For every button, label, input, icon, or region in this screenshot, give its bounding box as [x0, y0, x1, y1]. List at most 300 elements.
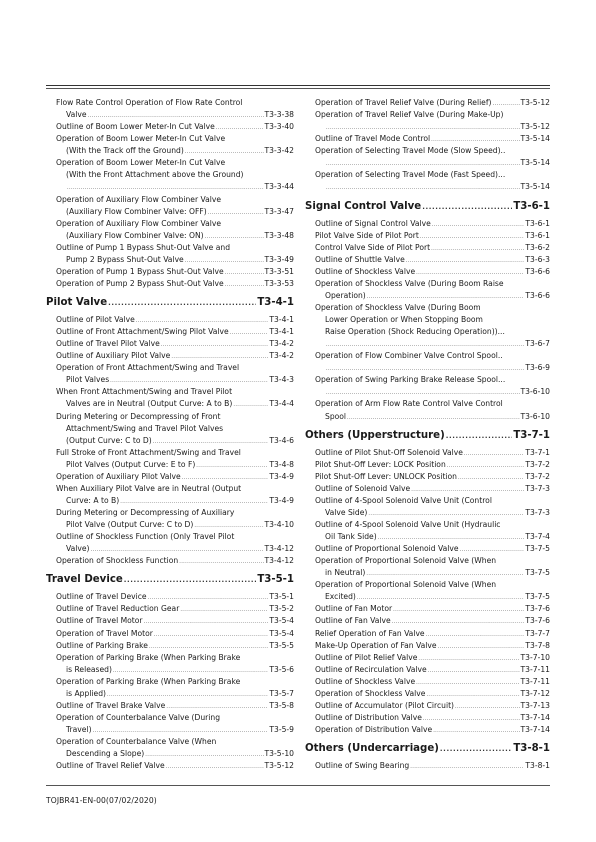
entry-final-line: [46, 471, 294, 483]
toc-entry[interactable]: [46, 591, 294, 603]
entry-page-number: T3-4-12: [264, 556, 294, 566]
entry-page-number: T3-3-51: [264, 266, 294, 276]
toc-right-column: [305, 97, 550, 772]
entry-final-line: [305, 483, 550, 495]
entry-page-number: T3-7-6: [525, 616, 550, 626]
toc-entry[interactable]: [305, 579, 550, 603]
entry-final-line: [305, 543, 550, 555]
toc-entry[interactable]: [46, 242, 294, 266]
dot-leader: [411, 484, 524, 495]
entry-page-number: T3-6-10: [520, 387, 550, 397]
entry-final-line: [305, 218, 550, 230]
dot-leader: [233, 399, 268, 410]
toc-entry[interactable]: [46, 350, 294, 362]
entry-text: Operation of Travel Relief Valve (During Relief): [315, 98, 492, 107]
entry-text: Outline of Signal Control Valve: [315, 218, 431, 228]
toc-entry[interactable]: [305, 133, 550, 145]
dot-leader: [326, 387, 520, 398]
entry-final-line: [305, 531, 550, 543]
entry-page-number: T3-4-1: [269, 315, 294, 324]
entry-text: Outline of Shockless Valve: [315, 266, 416, 276]
toc-entry[interactable]: [305, 447, 550, 459]
entry-page-number: T3-7-3: [525, 507, 550, 517]
toc-entry[interactable]: [46, 507, 294, 531]
toc-entry[interactable]: [305, 688, 550, 700]
dot-leader: [326, 182, 520, 193]
toc-entry[interactable]: [46, 386, 294, 410]
entry-text: (With the Track off the Ground): [66, 146, 184, 156]
dot-leader: [326, 122, 520, 133]
entry-text: Outline of Travel Mode Control: [315, 134, 431, 144]
dot-leader: [431, 243, 524, 254]
entry-text: (Auxiliary Flow Combiner Valve: ON): [66, 230, 204, 240]
entry-final-line: [46, 603, 294, 615]
entry-text-line: Operation of Swing Parking Brake Release Spool...: [315, 375, 506, 385]
entry-page-number: T3-4-8: [269, 459, 294, 469]
entry-page-number: T3-7-6: [525, 604, 550, 614]
entry-final-line: [46, 338, 294, 350]
entry-final-line: [305, 338, 550, 350]
entry-final-line: [46, 519, 294, 531]
entry-page-number: T3-7-11: [520, 676, 550, 686]
dot-leader: [347, 412, 520, 423]
dot-leader: [432, 219, 525, 230]
entry-page-number: T3-3-48: [264, 230, 294, 240]
entry-text: Outline of Accumulator (Pilot Circuit): [315, 700, 455, 710]
entry-page-number: T3-7-13: [520, 700, 550, 710]
entry-final-line: [46, 640, 294, 652]
dot-leader: [368, 508, 524, 519]
entry-page-number: T3-6-6: [525, 266, 550, 276]
entry-final-line: [305, 459, 550, 471]
entry-final-line: [305, 157, 550, 169]
entry-page-number: T3-4-9: [269, 495, 294, 505]
entry-text-line: Operation of Arm Flow Rate Control Valve Control: [315, 399, 503, 409]
entry-text: Pilot Valve (Output Curve: C to D): [66, 520, 194, 530]
entry-page-number: T3-3-38: [264, 110, 294, 120]
entry-page-number: T3-5-9: [269, 725, 294, 734]
toc-entry[interactable]: [46, 700, 294, 712]
dot-leader: [367, 291, 525, 302]
toc-entry[interactable]: [46, 121, 294, 133]
toc-entry[interactable]: [305, 278, 550, 302]
entry-final-line: [46, 326, 294, 338]
toc-entry[interactable]: [46, 97, 294, 121]
document-code: TOJBR41-EN-00(07/02/2020): [46, 796, 157, 805]
entry-page-number: T3-3-42: [264, 146, 294, 156]
toc-entry[interactable]: [46, 603, 294, 615]
toc-section-heading[interactable]: [46, 571, 294, 588]
entry-final-line: [46, 181, 294, 193]
toc-entry[interactable]: [305, 652, 550, 664]
entry-text: Outline of Travel Relief Valve: [56, 761, 165, 771]
entry-final-line: [305, 386, 550, 398]
entry-page-number: T3-6-6: [525, 290, 550, 300]
dot-leader: [166, 761, 264, 772]
toc-entry[interactable]: [305, 302, 550, 350]
entry-text: Outline of Boom Lower Meter-In Cut Valve: [56, 122, 215, 132]
toc-entry[interactable]: [305, 266, 550, 278]
entry-text-line: Operation of Travel Relief Valve (During Make-Up): [315, 110, 504, 120]
dot-leader: [423, 713, 520, 724]
entry-page-number: T3-7-11: [520, 664, 550, 674]
entry-final-line: [46, 591, 294, 603]
entry-page-number: T3-7-3: [525, 483, 550, 493]
entry-final-line: [305, 507, 550, 519]
entry-page-number: T3-4-2: [269, 351, 294, 361]
entry-text: Pilot Shut-Off Lever: LOCK Position: [315, 459, 446, 469]
toc-entry[interactable]: [305, 483, 550, 495]
toc-entry[interactable]: [46, 338, 294, 350]
toc-entry[interactable]: [305, 109, 550, 133]
section-title: Others (Undercarriage): [305, 743, 439, 755]
entry-page-number: T3-5-5: [269, 640, 294, 650]
entry-text: Operation): [325, 290, 366, 300]
toc-section-heading[interactable]: [305, 198, 550, 215]
entry-text: Outline of Solenoid Valve: [315, 483, 411, 493]
entry-page-number: T3-7-2: [525, 459, 550, 469]
entry-text: Travel): [66, 725, 92, 734]
entry-text: Operation of Shockless Function: [56, 556, 179, 566]
toc-entry[interactable]: [305, 459, 550, 471]
entry-page-number: T3-6-3: [525, 254, 550, 264]
entry-text: Outline of Fan Valve: [315, 616, 391, 626]
toc-entry[interactable]: [305, 519, 550, 543]
entry-final-line: [305, 411, 550, 423]
entry-text: Operation of Travel Motor: [56, 628, 153, 638]
dot-leader: [366, 568, 524, 579]
entry-page-number: T3-4-2: [269, 339, 294, 349]
entry-text: Pilot Shut-Off Lever: UNLOCK Position: [315, 471, 458, 481]
entry-text: Operation of Pump 2 Bypass Shut-Out Valve: [56, 278, 224, 288]
entry-final-line: [46, 374, 294, 386]
entry-page-number: T3-5-14: [520, 158, 550, 168]
entry-final-line: [46, 398, 294, 410]
entry-final-line: [305, 447, 550, 459]
entry-page-number: T3-7-5: [525, 568, 550, 578]
toc-entry[interactable]: [305, 350, 550, 374]
entry-text-line: Full Stroke of Front Attachment/Swing and Travel: [56, 447, 241, 457]
entry-page-number: T3-4-4: [269, 399, 294, 409]
entry-final-line: [46, 145, 294, 157]
entry-text-line: During Metering or Decompressing of Auxiliary: [56, 508, 235, 517]
dot-leader: [185, 255, 264, 266]
entry-text-line: Operation of Boom Lower Meter-In Cut Valve: [56, 134, 226, 144]
entry-text: Outline of Parking Brake: [56, 640, 148, 650]
entry-final-line: [46, 254, 294, 266]
toc-section-heading[interactable]: [305, 427, 550, 444]
dot-leader: [230, 327, 269, 338]
entry-text-line: Operation of Front Attachment/Swing and Travel: [56, 363, 240, 373]
toc-entry[interactable]: [305, 398, 550, 422]
entry-text-line: Operation of Proportional Solenoid Valve (When: [315, 556, 497, 566]
entry-page-number: T3-5-12: [520, 98, 550, 107]
entry-text-line: Flow Rate Control Operation of Flow Rate Control: [56, 98, 243, 107]
dot-leader: [418, 653, 519, 664]
dot-leader: [326, 339, 524, 350]
toc-entry[interactable]: [305, 664, 550, 676]
entry-text-line: Outline of Shockless Function (Only Travel Pilot: [56, 532, 235, 542]
entry-text: Valve: [66, 110, 87, 120]
entry-page-number: T3-4-10: [264, 520, 294, 530]
entry-text-line: Operation of Proportional Solenoid Valve (When: [315, 580, 497, 590]
entry-page-number: T3-5-4: [269, 628, 294, 638]
dot-leader: [194, 520, 263, 531]
section-title: Travel Device: [46, 574, 123, 586]
entry-text: Make-Up Operation of Fan Valve: [315, 640, 437, 650]
toc-left-column: [46, 97, 294, 772]
section-title: Pilot Valve: [46, 297, 108, 308]
entry-text: Pilot Valve Side of Pilot Port: [315, 230, 419, 240]
entry-text-line: Operation of Auxiliary Flow Combiner Valve: [56, 194, 222, 204]
toc-section-heading[interactable]: [46, 294, 294, 311]
toc-entry[interactable]: [305, 218, 550, 230]
dot-leader: [460, 544, 525, 555]
entry-final-line: [305, 254, 550, 266]
toc-entry[interactable]: [305, 169, 550, 193]
entry-text: Operation of Shockless Valve: [315, 688, 426, 698]
entry-text: Oil Tank Side): [325, 532, 377, 541]
dot-leader: [182, 472, 269, 483]
entry-final-line: [46, 230, 294, 242]
toc-entry[interactable]: [46, 615, 294, 627]
dot-leader: [216, 122, 264, 133]
entry-text-line: Lower Operation or When Stopping Boom: [325, 315, 483, 324]
entry-final-line: [305, 688, 550, 700]
toc-entry[interactable]: [305, 712, 550, 724]
section-page-number: T3-5-1: [257, 574, 294, 586]
entry-final-line: [305, 97, 550, 109]
entry-text-line: Outline of 4-Spool Solenoid Valve Unit (Control: [315, 495, 492, 505]
dot-leader: [136, 315, 269, 326]
entry-page-number: T3-7-1: [525, 447, 550, 457]
dot-leader: [107, 689, 268, 700]
toc-entry[interactable]: [46, 266, 294, 278]
entry-text-line: Operation of Boom Lower Meter-In Cut Valve: [56, 158, 226, 168]
entry-text: Control Valve Side of Pilot Port: [315, 242, 431, 252]
entry-page-number: T3-7-5: [525, 592, 550, 602]
dot-leader: [446, 428, 513, 444]
entry-final-line: [305, 603, 550, 615]
toc-entry[interactable]: [46, 471, 294, 483]
dot-leader: [464, 448, 525, 459]
toc-entry[interactable]: [46, 278, 294, 290]
toc-entry[interactable]: [305, 145, 550, 169]
entry-final-line: [305, 181, 550, 193]
toc-entry[interactable]: [305, 700, 550, 712]
entry-text-line: Operation of Counterbalance Valve (During: [56, 712, 221, 722]
dot-leader: [124, 572, 257, 588]
entry-text: Outline of Pilot Relief Valve: [315, 652, 418, 662]
entry-final-line: [46, 435, 294, 447]
footer-rule: [46, 785, 550, 786]
entry-text: is Applied): [66, 688, 106, 698]
entry-text: Outline of Pilot Shut-Off Solenoid Valve: [315, 447, 463, 457]
dot-leader: [149, 641, 268, 652]
entry-final-line: [46, 760, 294, 772]
toc-entry[interactable]: [305, 724, 550, 736]
entry-page-number: T3-7-10: [520, 652, 550, 662]
entry-text-line: Attachment/Swing and Travel Pilot Valves: [66, 423, 224, 433]
entry-page-number: T3-3-40: [264, 122, 294, 132]
entry-text-line: Operation of Shockless Valve (During Boom: [315, 302, 481, 312]
entry-final-line: [305, 676, 550, 688]
toc-entry[interactable]: [46, 314, 294, 326]
dot-leader: [171, 351, 268, 362]
entry-page-number: T3-5-10: [264, 749, 294, 759]
dot-leader: [428, 665, 520, 676]
section-page-number: T3-6-1: [513, 200, 550, 212]
toc-entry[interactable]: [46, 712, 294, 736]
toc-entry[interactable]: [46, 411, 294, 447]
entry-text: Outline of Travel Reduction Gear: [56, 604, 180, 614]
entry-final-line: [305, 628, 550, 640]
toc-entry[interactable]: [46, 652, 294, 676]
entry-page-number: T3-4-3: [269, 375, 294, 385]
entry-text-line: Operation of Auxiliary Flow Combiner Valve: [56, 218, 222, 228]
entry-page-number: T3-8-1: [525, 761, 550, 771]
dot-leader: [144, 616, 269, 627]
toc-section-heading[interactable]: [305, 740, 550, 757]
entry-text: Valves are in Neutral (Output Curve: A to B): [66, 399, 233, 409]
entry-text-line: Operation of Parking Brake (When Parking Brake: [56, 652, 241, 662]
dot-leader: [326, 158, 520, 169]
entry-final-line: [305, 615, 550, 627]
dot-leader: [458, 472, 524, 483]
entry-text: is Released): [66, 664, 112, 674]
dot-leader: [392, 616, 525, 627]
toc-entry[interactable]: [46, 640, 294, 652]
entry-final-line: [305, 471, 550, 483]
toc-entry[interactable]: [46, 218, 294, 242]
toc-entry[interactable]: [46, 133, 294, 157]
toc-entry[interactable]: [46, 326, 294, 338]
dot-leader: [378, 532, 525, 543]
entry-text: Operation of Distribution Valve: [315, 725, 433, 734]
entry-final-line: [305, 121, 550, 133]
entry-text-line: Operation of Selecting Travel Mode (Slow Speed)..: [315, 146, 506, 156]
entry-final-line: [46, 109, 294, 121]
dot-leader: [426, 689, 519, 700]
entry-final-line: [305, 230, 550, 242]
toc-entry[interactable]: [46, 555, 294, 567]
entry-final-line: [305, 652, 550, 664]
toc-entry[interactable]: [305, 374, 550, 398]
dot-leader: [91, 544, 264, 555]
entry-page-number: T3-3-44: [264, 182, 294, 192]
section-title: Others (Upperstructure): [305, 429, 445, 441]
dot-leader: [154, 629, 269, 640]
entry-text-line: (With the Front Attachment above the Ground): [66, 170, 244, 180]
toc-entry[interactable]: [305, 471, 550, 483]
toc-entry[interactable]: [46, 760, 294, 772]
toc-entry[interactable]: [305, 495, 550, 519]
entry-final-line: [46, 700, 294, 712]
entry-final-line: [46, 724, 294, 736]
dot-leader: [433, 725, 519, 736]
toc-entry[interactable]: [46, 736, 294, 760]
entry-text: Outline of Proportional Solenoid Valve: [315, 544, 459, 554]
entry-final-line: [305, 640, 550, 652]
dot-leader: [225, 267, 264, 278]
dot-leader: [416, 677, 519, 688]
dot-leader: [166, 701, 268, 712]
toc-entry[interactable]: [46, 628, 294, 640]
toc-entry[interactable]: [305, 254, 550, 266]
dot-leader: [208, 207, 264, 218]
toc-entry[interactable]: [305, 760, 550, 772]
dot-leader: [422, 199, 512, 215]
dot-leader: [196, 460, 268, 471]
entry-final-line: [305, 700, 550, 712]
entry-text-line: Raise Operation (Shock Reducing Operation))...: [325, 327, 505, 337]
entry-text: Outline of Distribution Valve: [315, 712, 422, 722]
toc-entry[interactable]: [46, 362, 294, 386]
entry-page-number: T3-6-10: [520, 411, 550, 421]
toc-entry[interactable]: [305, 640, 550, 652]
toc-entry[interactable]: [46, 483, 294, 507]
toc-entry[interactable]: [305, 230, 550, 242]
dot-leader: [185, 146, 264, 157]
entry-page-number: T3-6-1: [525, 230, 550, 240]
entry-text: Outline of Travel Pilot Valve: [56, 339, 160, 349]
entry-text: (Output Curve: C to D): [66, 435, 152, 445]
entry-text-line: When Front Attachment/Swing and Travel Pilot: [56, 387, 233, 397]
entry-text-line: During Metering or Decompressing of Front: [56, 411, 221, 421]
entry-text: Outline of Shuttle Valve: [315, 254, 405, 264]
entry-text: Outline of Shockless Valve: [315, 676, 416, 686]
toc-entry[interactable]: [305, 242, 550, 254]
entry-page-number: T3-5-6: [269, 664, 294, 674]
entry-page-number: T3-4-1: [269, 327, 294, 337]
toc-entry[interactable]: [46, 531, 294, 555]
toc-entry[interactable]: [46, 157, 294, 193]
entry-final-line: [305, 664, 550, 676]
toc-entry[interactable]: [305, 603, 550, 615]
entry-text: Outline of Travel Device: [56, 592, 147, 602]
entry-final-line: [46, 121, 294, 133]
toc-entry[interactable]: [46, 194, 294, 218]
entry-page-number: T3-4-12: [264, 544, 294, 554]
dot-leader: [326, 363, 524, 374]
toc-entry[interactable]: [46, 676, 294, 700]
toc-entry[interactable]: [305, 555, 550, 579]
entry-text: Outline of Travel Brake Valve: [56, 700, 166, 710]
entry-page-number: T3-7-7: [525, 628, 550, 638]
toc-entry[interactable]: [305, 628, 550, 640]
entry-final-line: [305, 242, 550, 254]
entry-final-line: [305, 567, 550, 579]
dot-leader: [225, 279, 264, 290]
toc-entry[interactable]: [305, 676, 550, 688]
dot-leader: [393, 604, 524, 615]
dot-leader: [153, 436, 269, 447]
toc-entry[interactable]: [305, 97, 550, 109]
entry-page-number: T3-4-6: [269, 435, 294, 445]
toc-entry[interactable]: [305, 615, 550, 627]
header-rule-thin: [46, 88, 550, 89]
entry-page-number: T3-5-8: [269, 700, 294, 710]
entry-text: in Neutral): [325, 568, 366, 578]
toc-entry[interactable]: [305, 543, 550, 555]
dot-leader: [161, 339, 269, 350]
dot-leader: [447, 460, 525, 471]
entry-page-number: T3-7-14: [520, 725, 550, 734]
toc-entry[interactable]: [46, 447, 294, 471]
entry-text: Excited): [325, 592, 356, 602]
entry-final-line: [46, 628, 294, 640]
entry-page-number: T3-7-5: [525, 544, 550, 554]
